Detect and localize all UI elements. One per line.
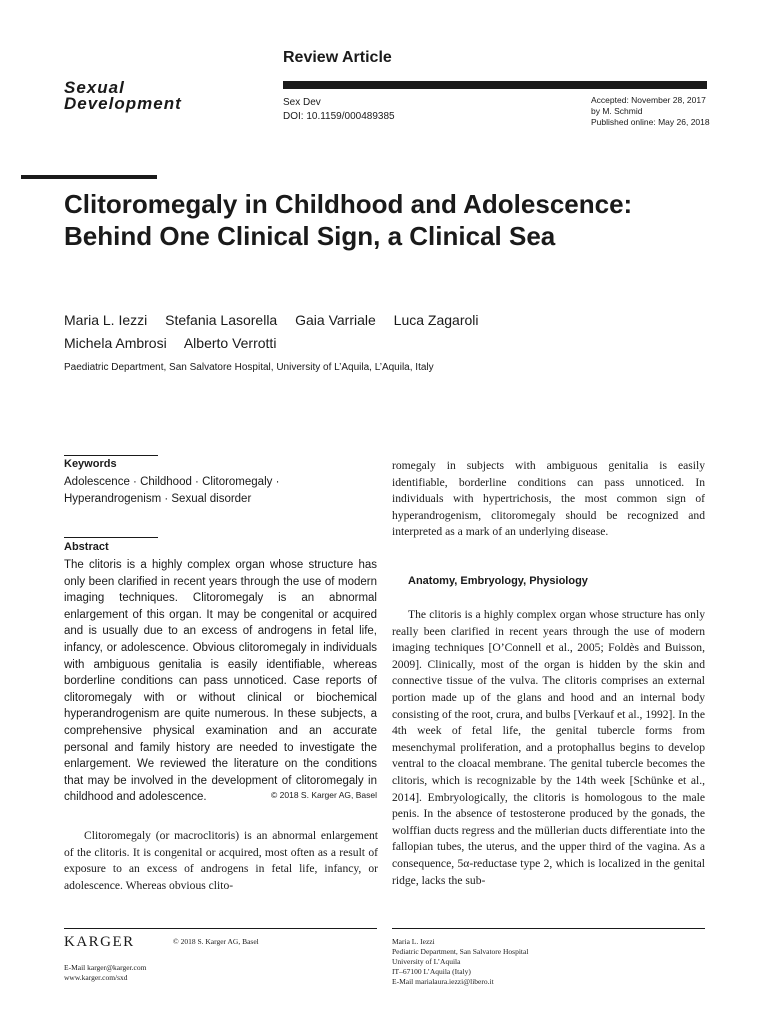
author-list — [64, 309, 493, 355]
publication-dates — [591, 95, 710, 128]
corr-name: Maria L. Iezzi — [392, 937, 435, 946]
corr-email[interactable]: E-Mail marialaura.iezzi@libero.it — [392, 977, 494, 986]
doi[interactable]: DOI: 10.1159/000489385 — [283, 111, 395, 122]
keywords-rule — [64, 455, 158, 456]
col2-continuation: romegaly in subjects with ambiguous genitalia is easily identifiable, borderline conditions can pass unnoticed. In individuals with hypertrichosis, the most common sign of hyperandrogenism, clitoromegaly should be recognized and interpreted as a mark of an underlying disease. — [392, 459, 705, 539]
author: Alberto Verrotti — [183, 335, 277, 351]
author: Gaia Varriale — [295, 312, 376, 328]
correspondence-block — [392, 937, 528, 987]
keywords-text: Adolescence · Childhood · Clitoromegaly · Hyperandrogenism · Sexual disorder — [64, 476, 280, 505]
section-heading: Anatomy, Embryology, Physiology — [408, 575, 588, 587]
article-type-label: Review Article — [283, 49, 392, 66]
journal-logo-line1: Sexual — [64, 78, 125, 97]
author: Maria L. Iezzi — [64, 312, 148, 328]
title-rule — [21, 175, 157, 179]
header-rule — [283, 81, 707, 89]
abstract-text: The clitoris is a highly complex organ whose structure has only been clarified in recent years through the use of modern imaging techniques. Clitoromegaly is an abnormal enlargement of this organ. It may be congenital or acquired and is usually due to an excess of androgens in fetal life, infancy, or adolescence. Obvious clitoromegaly in individuals with ambiguous genitalia is easily identifiable, whereas borderline conditions can pass unnoticed. Case reports of clitoromegaly with or without clinical or biochemical hyperandrogenism are quite numerous. In these subjects, a comprehensive physical examination and an accurate personal and family history are needed to investigate the enlargement. We reviewed the literature on the conditions that may be involved in the development of clitoromegaly in childhood and adolescence. — [64, 559, 377, 804]
journal-info — [283, 96, 395, 124]
affiliation: Paediatric Department, San Salvatore Hospital, University of L’Aquila, L’Aquila, Italy — [64, 362, 434, 373]
abstract-heading: Abstract — [64, 541, 109, 553]
publisher-contact — [64, 963, 146, 983]
accepted-date: Accepted: November 28, 2017 — [591, 95, 706, 105]
publisher-copyright: © 2018 S. Karger AG, Basel — [173, 937, 259, 946]
corr-city: IT–67100 L’Aquila (Italy) — [392, 967, 471, 976]
author-line-1 — [64, 309, 493, 332]
abstract-copyright: © 2018 S. Karger AG, Basel — [271, 790, 377, 800]
author: Luca Zagaroli — [393, 312, 479, 328]
accepted-by: by M. Schmid — [591, 106, 643, 116]
publisher-email[interactable]: E-Mail karger@karger.com — [64, 963, 147, 972]
published-date: Published online: May 26, 2018 — [591, 117, 710, 127]
section-paragraph: The clitoris is a highly complex organ whose structure has only really been clarified in recent years through the use of modern imaging techniques [O’Connell et al., 2005; Foldès and Buisson, 2009]. Clinically, most of the organ is hidden by the skin and connective tissue of the vulva. The clitoris comprises an external portion made up of the glans and hood and an internal body consisting of the root, crura, and bulbs [Verkauf et al., 1992]. In the 4th week of fetal life, the genital tubercle forms from mesenchymal proliferation, and a protophallus begins to develop ventral to the cloacal membrane. The genital tubercle becomes the clitoris, which is recognizable by the 14th week [Schünke et al., 2014]. Embryologically, the clitoris is homologous to the male penis. In the absence of testosterone produced by the gonads, the wolffian ducts regress and the müllerian ducts differentiate into the fallopian tubes, the uterus, and the upper third of the vagina. As a consequence, 5α-reductase type 2, which is localized in the genital ridge, lacks the sub- — [392, 608, 705, 887]
intro-paragraph: Clitoromegaly (or macroclitoris) is an abnormal enlargement of the clitoris. It is congenital or acquired, most often as a result of exposure to an excess of androgens in fetal life, infancy, or adolescence. Whereas obvious clito- — [64, 829, 378, 892]
publisher-website[interactable]: www.karger.com/sxd — [64, 973, 128, 982]
journal-logo — [64, 80, 182, 112]
author: Michela Ambrosi — [64, 335, 167, 351]
author: Stefania Lasorella — [165, 312, 278, 328]
author-line-2 — [64, 332, 493, 355]
abstract-rule — [64, 537, 158, 538]
article-title: Clitoromegaly in Childhood and Adolescence: Behind One Clinical Sign, a Clinical Sea — [64, 189, 633, 251]
footer-rule-right — [392, 928, 705, 929]
footer-rule-left — [64, 928, 377, 929]
corr-dept: Pediatric Department, San Salvatore Hospital — [392, 947, 529, 956]
corr-univ: University of L’Aquila — [392, 957, 461, 966]
keywords-heading: Keywords — [64, 458, 117, 470]
publisher-logo: KARGER — [64, 934, 135, 950]
journal-logo-line2: Development — [64, 94, 182, 113]
journal-abbrev: Sex Dev — [283, 97, 321, 108]
